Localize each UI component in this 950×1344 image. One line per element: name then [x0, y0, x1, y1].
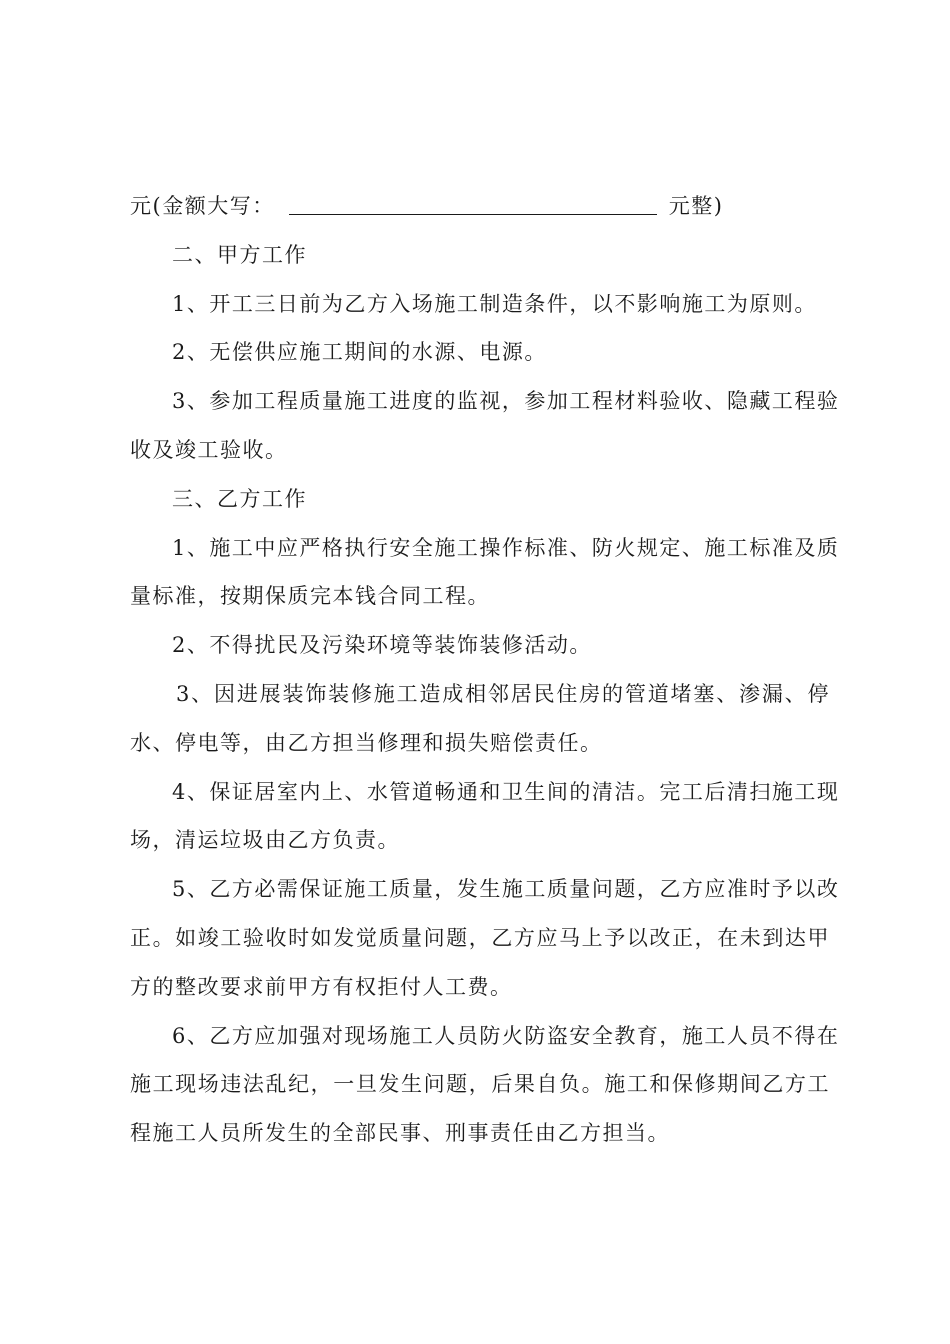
party-b-item-5-line-2: 正。如竣工验收时如发觉质量问题，乙方应马上予以改正，在未到达甲: [130, 925, 830, 950]
party-b-item-3-line-2: 水、停电等，由乙方担当修理和损失赔偿责任。: [130, 730, 603, 755]
party-b-item-4-line-2: 场，清运垃圾由乙方负责。: [130, 828, 400, 853]
party-b-item-1-line-2: 量标准，按期保质完本钱合同工程。: [130, 584, 490, 609]
party-a-heading: 二、甲方工作: [172, 242, 307, 267]
contract-body: [130, 188, 840, 1164]
party-a-item-3-line-1: 3、参加工程质量施工进度的监视，参加工程材料验收、隐藏工程验: [172, 389, 840, 414]
party-b-item-1-line-1: 1、施工中应严格执行安全施工操作标准、防火规定、施工标准及质: [172, 535, 840, 560]
party-b-item-6-line-1: 6、乙方应加强对现场施工人员防火防盗安全教育，施工人员不得在: [172, 1023, 840, 1048]
party-b-item-2: 2、不得扰民及污染环境等装饰装修活动。: [172, 633, 592, 658]
amount-blank-field[interactable]: [289, 190, 657, 215]
party-a-item-2: 2、无偿供应施工期间的水源、电源。: [172, 340, 547, 365]
amount-prefix: 元(金额大写：: [130, 194, 275, 218]
amount-suffix: 元整): [668, 194, 724, 218]
party-b-item-6-line-2: 施工现场违法乱纪，一旦发生问题，后果自负。施工和保修期间乙方工: [130, 1072, 830, 1097]
party-a-item-1: 1、开工三日前为乙方入场施工制造条件，以不影响施工为原则。: [172, 291, 817, 316]
party-b-heading: 三、乙方工作: [172, 486, 307, 511]
party-b-item-4-line-1: 4、保证居室内上、水管道畅通和卫生间的清洁。完工后清扫施工现: [172, 779, 840, 804]
party-b-item-5-line-1: 5、乙方必需保证施工质量，发生施工质量问题，乙方应准时予以改: [172, 877, 840, 902]
party-b-item-5-line-3: 方的整改要求前甲方有权拒付人工费。: [130, 974, 513, 999]
party-b-item-3-line-1: 3、因进展装饰装修施工造成相邻居民住房的管道堵塞、渗漏、停: [176, 681, 830, 706]
party-b-item-6-line-3: 程施工人员所发生的全部民事、刑事责任由乙方担当。: [130, 1121, 670, 1146]
party-a-item-3-line-2: 收及竣工验收。: [130, 437, 288, 462]
amount-line: [130, 188, 830, 225]
